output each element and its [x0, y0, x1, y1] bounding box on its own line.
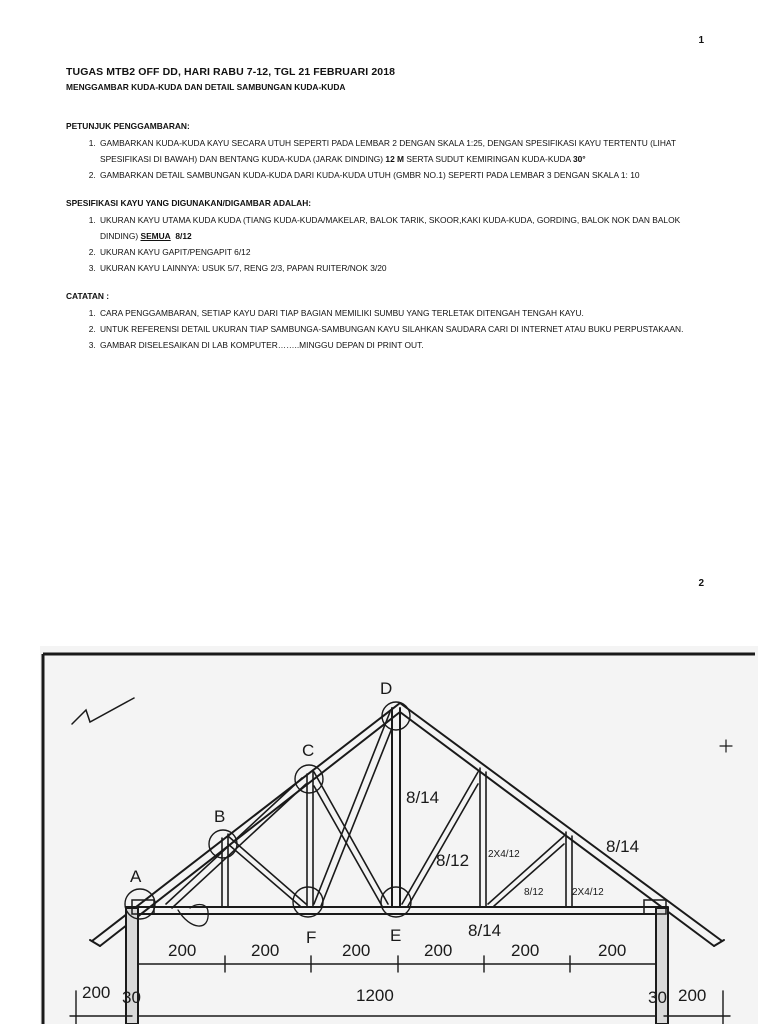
petunjuk-item-2: 2. GAMBARKAN DETAIL SAMBUNGAN KUDA-KUDA DARI KUDA-KUDA UTUH (GMBR NO.1) SEPERTI PADA LEMBAR 3 DENGAN SKALA 1: 10: [98, 167, 706, 183]
strut-small-size-label: 8/12: [524, 887, 544, 898]
petunjuk-item-1-mid: SERTA SUDUT KEMIRINGAN KUDA-KUDA: [404, 154, 573, 164]
assignment-document: [66, 66, 706, 368]
strut-size-label: 8/12: [436, 851, 470, 870]
dim-label-overhang-right: 200: [678, 986, 707, 1005]
petunjuk-heading: PETUNJUK PENGGAMBARAN:: [66, 121, 190, 131]
catatan-item-3: 3. GAMBAR DISELESAIKAN DI LAB KOMPUTER……..MINGGU DEPAN DI PRINT OUT.: [98, 337, 706, 353]
document-title: TUGAS MTB2 OFF DD, HARI RABU 7-12, TGL 21 FEBRUARI 2018: [66, 66, 396, 78]
spesifikasi-item-1-text: UKURAN KAYU UTAMA KUDA KUDA (TIANG KUDA-KUDA/MAKELAR, BALOK TARIK, SKOOR,KAKI KUDA-KUDA, GORDING, BALOK NOK DAN BALOK DINDING): [100, 215, 681, 241]
petunjuk-list: [66, 135, 706, 183]
dim-label-total-span: 1200: [356, 986, 394, 1005]
dim-label-seg3: 200: [342, 941, 371, 960]
spesifikasi-list: [66, 212, 706, 276]
roof-truss-drawing: [40, 646, 758, 1024]
spesifikasi-item-3: 3. UKURAN KAYU LAINNYA: USUK 5/7, RENG 2/3, PAPAN RUITER/NOK 3/20: [98, 260, 706, 276]
dim-label-seg4: 200: [424, 941, 453, 960]
catatan-item-1: 1. CARA PENGGAMBARAN, SETIAP KAYU DARI TIAP BAGIAN MEMILIKI SUMBU YANG TERLETAK DITENGAH TENGAH KAYU.: [98, 305, 706, 321]
dim-label-seg2: 200: [251, 941, 280, 960]
dim-label-wall-right: 30: [648, 988, 667, 1007]
gapit-size-label: 2X4/12: [488, 849, 520, 860]
catatan-heading: CATATAN :: [66, 291, 110, 301]
joint-label-f: F: [306, 928, 317, 947]
joint-label-d: D: [380, 679, 393, 698]
dim-label-seg5: 200: [511, 941, 540, 960]
dim-label-seg1: 200: [168, 941, 197, 960]
gapit-small-size-label: 2X4/12: [572, 887, 604, 898]
joint-label-e: E: [390, 926, 402, 945]
rafter-size-label: 8/14: [606, 837, 640, 856]
petunjuk-item-1-text: GAMBARKAN KUDA-KUDA KAYU SECARA UTUH SEPERTI PADA LEMBAR 2 DENGAN SKALA 1:25, DENGAN SPESIFIKASI KAYU TERTENTU (LIHAT SPESIFIKASI DI BAWAH) DAN BENTANG KUDA-KUDA (JARAK DINDING): [100, 138, 676, 164]
petunjuk-item-1: [98, 135, 706, 167]
dim-label-overhang-left: 200: [82, 983, 111, 1002]
kingpost-size-label: 8/14: [406, 788, 440, 807]
joint-label-c: C: [302, 741, 315, 760]
page-number-1: 1: [698, 35, 704, 46]
document-subtitle: MENGGAMBAR KUDA-KUDA DAN DETAIL SAMBUNGAN KUDA-KUDA: [66, 82, 346, 92]
catatan-list: [66, 305, 706, 353]
span-value: 12 M: [385, 154, 405, 164]
joint-label-a: A: [130, 867, 142, 886]
spesifikasi-item-2: 2. UKURAN KAYU GAPIT/PENGAPIT 6/12: [98, 244, 706, 260]
semua-label: SEMUA: [140, 231, 171, 241]
roof-truss-svg: [40, 646, 758, 1024]
page-number-2: 2: [698, 578, 704, 589]
spesifikasi-item-1: [98, 212, 706, 244]
catatan-item-2: 2. UNTUK REFERENSI DETAIL UKURAN TIAP SAMBUNGA-SAMBUNGAN KAYU SILAHKAN SAUDARA CARI DI INTERNET ATAU BUKU PERPUSTAKAAN.: [98, 321, 706, 337]
slope-angle-value: 30°: [572, 154, 586, 164]
tie-beam-size-label: 8/14: [468, 921, 502, 940]
dim-label-wall-left: 30: [122, 988, 141, 1007]
dim-label-seg6: 200: [598, 941, 627, 960]
spesifikasi-heading: SPESIFIKASI KAYU YANG DIGUNAKAN/DIGAMBAR ADALAH:: [66, 198, 312, 208]
joint-label-b: B: [214, 807, 226, 826]
main-timber-size: 8/12: [175, 231, 192, 241]
